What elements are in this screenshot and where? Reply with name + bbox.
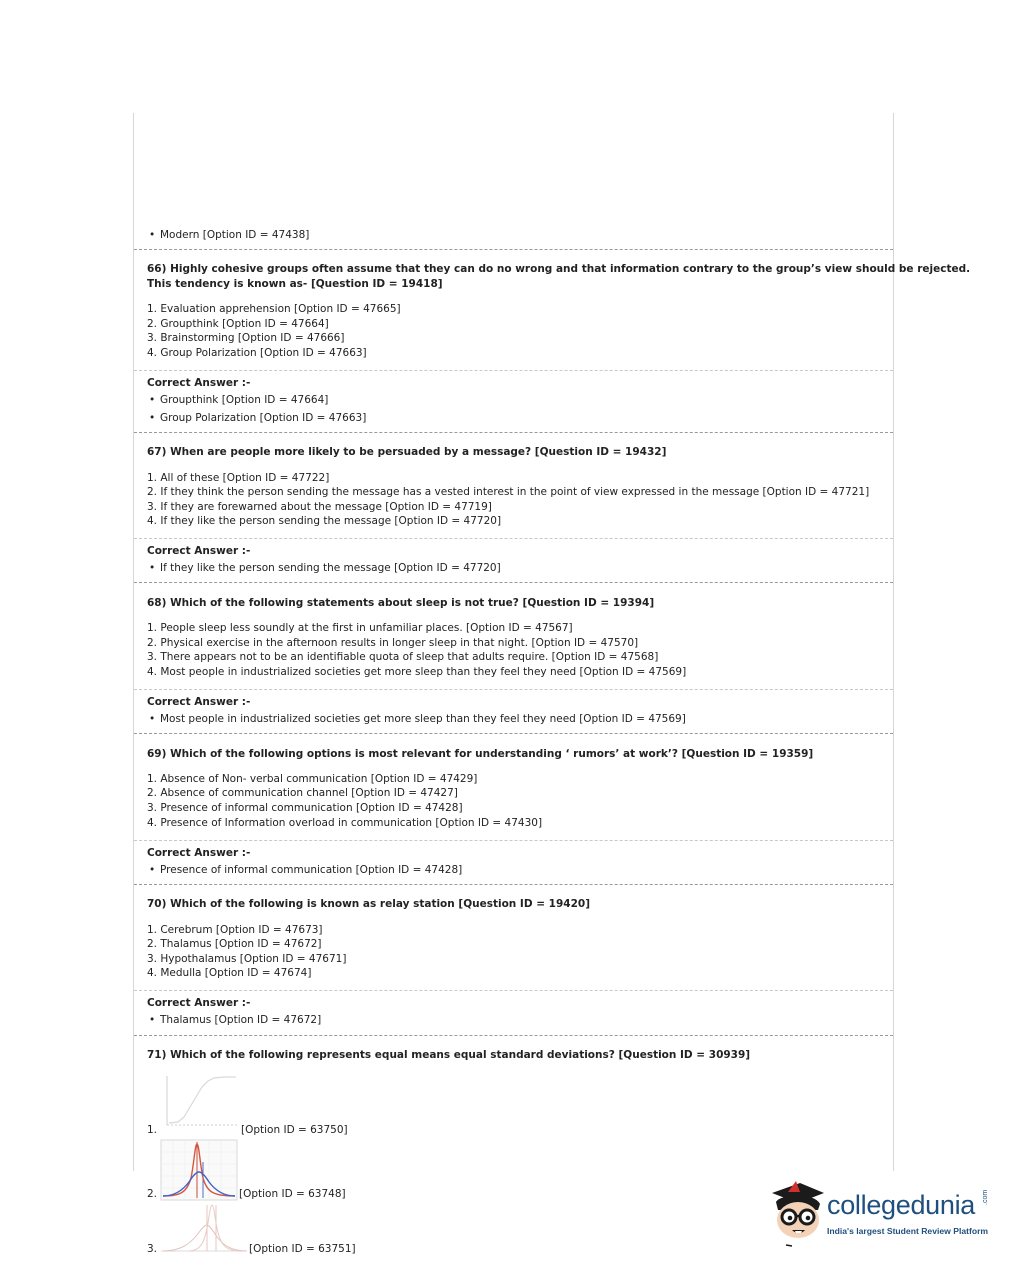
divider <box>134 884 893 885</box>
divider <box>134 840 893 841</box>
option-3-number: 3. <box>147 1243 158 1255</box>
divider <box>134 1035 893 1036</box>
option-item: 4. Group Polarization [Option ID = 47663] <box>147 347 367 359</box>
option-item: 3. There appears not to be an identifiable quota of sleep that adults require. [Option ID = 47568] <box>147 651 659 663</box>
question-66-text-cont: This tendency is known as- [Question ID = 19418] <box>147 278 443 290</box>
divider <box>134 689 893 690</box>
logo-com-text: .com <box>982 1189 989 1205</box>
option-item: 2. Absence of communication channel [Option ID = 47427] <box>147 787 458 799</box>
correct-answer-item: • Most people in industrialized societies get more sleep than they feel they need [Option ID = 47569] <box>160 712 686 726</box>
option-3-id: [Option ID = 63751] <box>249 1243 356 1255</box>
option-item: 2. Thalamus [Option ID = 47672] <box>147 938 322 950</box>
question-68-text: 68) Which of the following statements about sleep is not true? [Question ID = 19394] <box>147 597 655 609</box>
option-item: 2. Groupthink [Option ID = 47664] <box>147 318 329 330</box>
correct-answer-label: Correct Answer :- <box>147 696 251 708</box>
option-1-graph-image <box>164 1073 239 1131</box>
divider <box>134 733 893 734</box>
correct-answer-item: • Groupthink [Option ID = 47664] <box>160 393 328 407</box>
option-item: 2. If they think the person sending the message has a vested interest in the point of view expressed in the message [Option ID = 47721] <box>147 486 870 498</box>
option-item: 4. Most people in industrialized societies get more sleep than they feel they need [Option ID = 47569] <box>147 666 687 678</box>
option-2-number: 2. <box>147 1188 158 1200</box>
logo-brand-text: collegedunia <box>827 1190 976 1220</box>
question-66-text: 66) Highly cohesive groups often assume that they can do no wrong and that information contrary to the group’s view should be rejected. <box>147 263 971 275</box>
option-2-graph-image <box>159 1138 239 1204</box>
question-71-text: 71) Which of the following represents equal means equal standard deviations? [Question ID = 30939] <box>147 1049 751 1061</box>
divider <box>134 249 893 250</box>
option-item: 3. If they are forewarned about the message [Option ID = 47719] <box>147 501 492 513</box>
divider <box>134 990 893 991</box>
logo-tagline: India's largest Student Review Platform <box>827 1226 989 1236</box>
question-69-text: 69) Which of the following options is most relevant for understanding ‘ rumors’ at work’? [Question ID = 19359] <box>147 748 814 760</box>
correct-answer-label: Correct Answer :- <box>147 997 251 1009</box>
option-item: 4. Presence of Information overload in communication [Option ID = 47430] <box>147 817 543 829</box>
divider <box>134 582 893 583</box>
option-item: 3. Presence of informal communication [Option ID = 47428] <box>147 802 463 814</box>
option-item: 4. Medulla [Option ID = 47674] <box>147 967 312 979</box>
option-item: 4. If they like the person sending the message [Option ID = 47720] <box>147 515 502 527</box>
correct-answer-item: • Thalamus [Option ID = 47672] <box>160 1013 321 1027</box>
question-70-text: 70) Which of the following is known as relay station [Question ID = 19420] <box>147 898 590 910</box>
divider <box>134 432 893 433</box>
divider <box>134 538 893 539</box>
option-item: 1. Evaluation apprehension [Option ID = 47665] <box>147 303 401 315</box>
correct-answer-item: • If they like the person sending the message [Option ID = 47720] <box>160 561 501 575</box>
option-item: 3. Hypothalamus [Option ID = 47671] <box>147 953 347 965</box>
list-item: • Modern [Option ID = 47438] <box>160 228 309 242</box>
question-67-text: 67) When are people more likely to be persuaded by a message? [Question ID = 19432] <box>147 446 667 458</box>
option-item: 1. All of these [Option ID = 47722] <box>147 472 330 484</box>
correct-answer-label: Correct Answer :- <box>147 847 251 859</box>
option-1-id: [Option ID = 63750] <box>241 1124 348 1136</box>
correct-answer-label: Correct Answer :- <box>147 545 251 557</box>
option-item: 1. Cerebrum [Option ID = 47673] <box>147 924 323 936</box>
option-1-number: 1. <box>147 1124 158 1136</box>
option-item: 1. Absence of Non- verbal communication [Option ID = 47429] <box>147 773 478 785</box>
option-item: 3. Brainstorming [Option ID = 47666] <box>147 332 345 344</box>
option-2-id: [Option ID = 63748] <box>239 1188 346 1200</box>
correct-answer-item: • Group Polarization [Option ID = 47663] <box>160 411 366 425</box>
option-item: 1. People sleep less soundly at the first in unfamiliar places. [Option ID = 47567] <box>147 622 573 634</box>
divider <box>134 370 893 371</box>
correct-answer-item: • Presence of informal communication [Option ID = 47428] <box>160 863 462 877</box>
option-item: 2. Physical exercise in the afternoon results in longer sleep in that night. [Option ID = 47570] <box>147 637 639 649</box>
option-3-graph-image <box>159 1201 249 1257</box>
correct-answer-label: Correct Answer :- <box>147 377 251 389</box>
